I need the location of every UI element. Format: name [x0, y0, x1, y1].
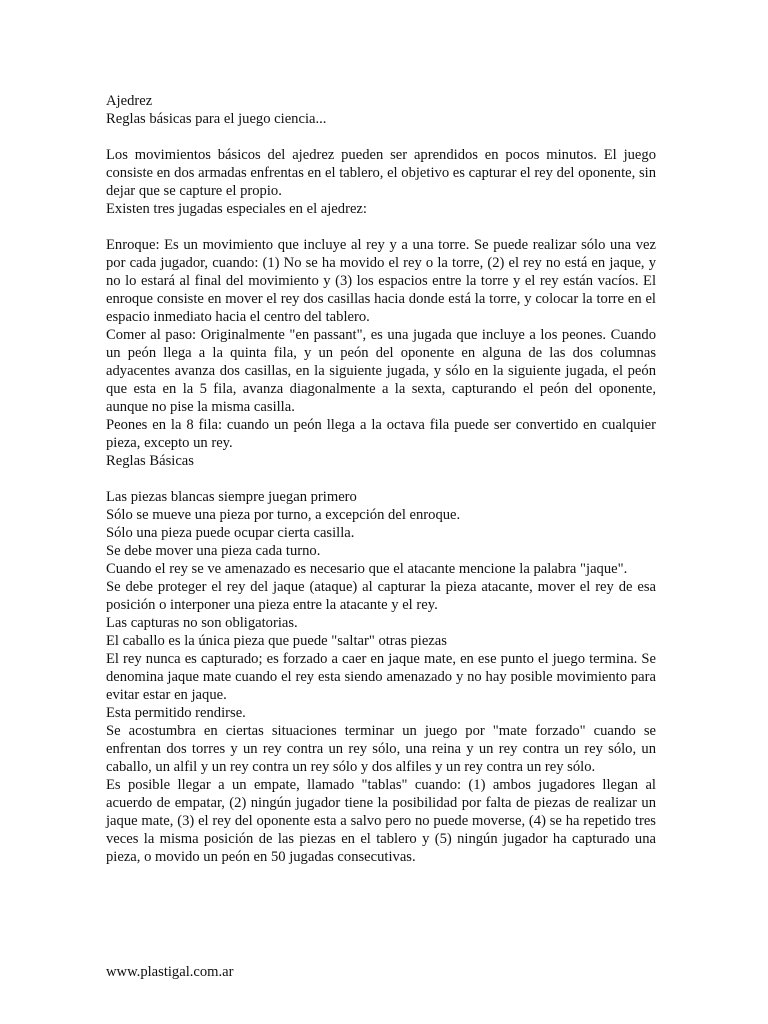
rule-item: Se debe mover una pieza cada turno. — [106, 543, 321, 559]
rule-item: Cuando el rey se ve amenazado es necesario que el atacante mencione la palabra "jaque". — [106, 561, 628, 577]
paragraph-gap — [106, 218, 656, 236]
rule-item: Es posible llegar a un empate, llamado "tablas" cuando: (1) ambos jugadores llegan al acuerdo de empatar, (2) ningún jugador tiene la posibilidad por falta de piezas de realizar un jaque mate, (3) el rey del oponente esta a salvo pero no puede moverse, (4) se ha repetido tres veces la misma posición de las piezas en el tablero y (5) ningún jugador ha capturado una pieza, o movido un peón en 50 jugadas consecutivas. — [106, 777, 656, 865]
document-title: Ajedrez — [106, 93, 153, 109]
special-move-promotion: Peones en la 8 fila: cuando un peón llega a la octava fila puede ser convertido en cualquier pieza, excepto un rey. — [106, 417, 656, 451]
rule-item: Esta permitido rendirse. — [106, 705, 246, 721]
special-move-en-passant: Comer al paso: Originalmente "en passant", es una jugada que incluye a los peones. Cuando un peón llega a la quinta fila, y un peón del oponente en alguna de las dos columnas adyacentes avanza dos casillas, en la siguiente jugada, y sólo en la siguiente jugada, el peón que esta en la 5 fila, avanza diagonalmente a la sexta, capturando el peón del oponente, aunque no pise la misma casilla. — [106, 327, 656, 415]
rule-item: Se acostumbra en ciertas situaciones terminar un juego por "mate forzado" cuando se enfrentan dos torres y un rey contra un rey sólo, una reina y un rey contra un rey sólo, un caballo, un alfil y un rey contra un rey sólo y dos alfiles y un rey contra un rey sólo. — [106, 723, 656, 775]
special-move-castling: Enroque: Es un movimiento que incluye al rey y a una torre. Se puede realizar sólo una vez por cada jugador, cuando: (1) No se ha movido el rey o la torre, (2) el rey no está en jaque, y no lo estará al final del movimiento y (3) los espacios entre la torre y el rey están vacíos. El enroque consiste en mover el rey dos casillas hacia donde está la torre, y colocar la torre en el espacio inmediato hacia el centro del tablero. — [106, 237, 656, 325]
special-moves-intro: Existen tres jugadas especiales en el ajedrez: — [106, 201, 367, 217]
document-body — [106, 92, 656, 866]
rule-item: Se debe proteger el rey del jaque (ataque) al capturar la pieza atacante, mover el rey de esa posición o interponer una pieza entre la atacante y el rey. — [106, 579, 656, 613]
rule-item: Las piezas blancas siempre juegan primero — [106, 489, 357, 505]
rule-item: El rey nunca es capturado; es forzado a caer en jaque mate, en ese punto el juego termina. Se denomina jaque mate cuando el rey esta siendo amenazado y no hay posible movimiento para evitar estar en jaque. — [106, 651, 656, 703]
rule-item: Las capturas no son obligatorias. — [106, 615, 298, 631]
intro-paragraph: Los movimientos básicos del ajedrez pueden ser aprendidos en pocos minutos. El juego consiste en dos armadas enfrentas en el tablero, el objetivo es capturar el rey del oponente, sin dejar que se capture el propio. — [106, 147, 656, 199]
paragraph-gap — [106, 470, 656, 488]
footer-url: www.plastigal.com.ar — [106, 964, 234, 980]
rule-item: Sólo una pieza puede ocupar cierta casilla. — [106, 525, 355, 541]
rules-heading: Reglas Básicas — [106, 453, 194, 469]
rule-item: El caballo es la única pieza que puede "saltar" otras piezas — [106, 633, 447, 649]
paragraph-gap — [106, 128, 656, 146]
rule-item: Sólo se mueve una pieza por turno, a excepción del enroque. — [106, 507, 461, 523]
document-subtitle: Reglas básicas para el juego ciencia... — [106, 111, 327, 127]
